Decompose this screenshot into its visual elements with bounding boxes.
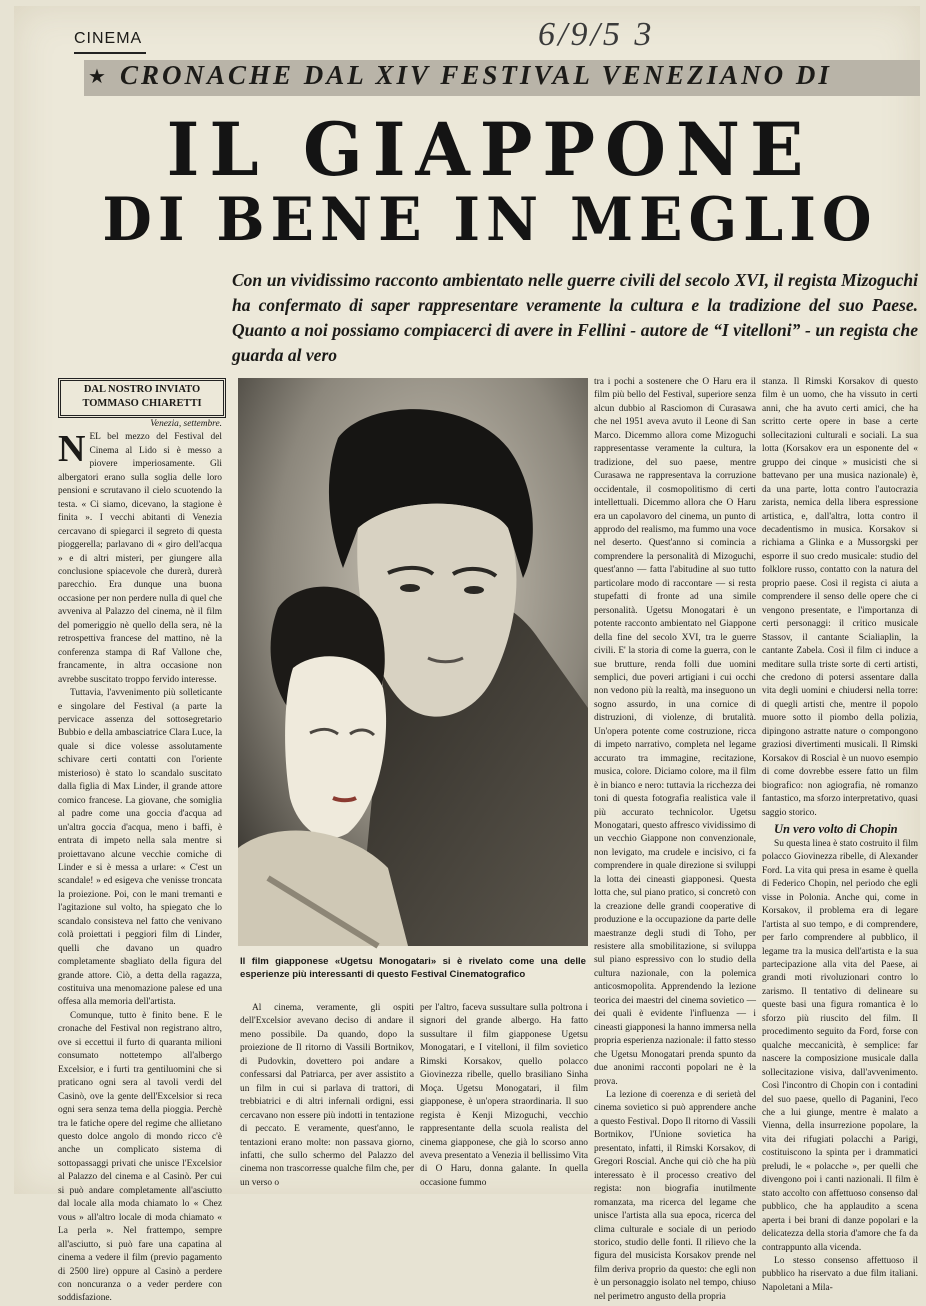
star-icon: ★ [88,66,106,88]
section-tag: CINEMA [74,30,143,47]
column-2-lower-left [240,1002,414,1198]
column-1-paragraph: EL bel mezzo del Festival del Cinema al Lido si è messo a piovere imperiosamente. Gli albergatori erano sulla soglia delle loro pensioni e scrutavano il cielo scuotendo la testa. « Ci siamo, dicevano, la stagione è finita ». I vecchi abitanti di Venezia cercavano di spiegarci il segreto di questa pioggerella; parlavano di « giro dell'acqua » e di altri misteri, per giungere alla conclusione spiacevole che durerà, durerà parecchio. Era dunque una buona occasione per non perdere nulla di quel che avveniva al Palazzo del cinema, nè il film del pomeriggio nè quello della sera, nè la retrospettiva francese del mattino, nè la conferenza stampa di Raf Vallone che, francamente, in altra occasione non avrebbe suscitato troppo fervido interesse. [58,432,222,685]
headline-line-1: IL GIAPPONE [166,105,814,194]
dateline: Venezia, settembre. [150,419,222,429]
column-3 [594,376,756,1302]
section-subtitle: Un vero volto di Chopin [774,821,898,836]
column-4-paragraph: stanza. Il Rimski Korsakov di questo film è un uomo, che ha vissuto in certi anni, che ha avuto certi amici, che ha scritto certe opere in base a certe sollecitazioni culturali e sociali. La sua lotta (Korsakov era un esponente del « gruppo dei cinque » musicisti che si battevano per una musica nazionale) è, da una parte, lotta contro l'autocrazia zarista, nemica della libera espressione artistica, e, dall'altra, lotta contro il decadentismo in musica. Korsakov si richiama a Glinka e a Mussorgski per esporre il suo credo musicale: studio del folklore russo, contatto con la natura del proprio paese. Così il regista ci aiuta a comprendere il senso delle opere che ci vengono presentate, e l'importanza di certi personaggi: il critico musicale Stassov, il cantante Scialiaplin, la cantante Zabela. Così il film ci induce a meditare sulla triste sorte di certi artisti, che credono di potersi assentare dalla vita degli uomini e chiudersi nella torre: di quegli artisti che, mentre il popolo muore sotto il piombo della polizia, dipingono astratte nature o compongono graziosi divertimenti musicali. Il Rimski Korsakov di Roscial è un nuovo esempio di come dovrebbe essere fatto un film biografico: non agiografia, nè romanzo fantastico, ma sforzo interpretativo, quasi saggio storico. [762,377,918,818]
column-2-paragraph: Al cinema, veramente, gli ospiti dell'Excelsior avevano deciso di andare il meno possibile. Da quando, dopo la proiezione de Il ritorno di Vassili Bortnikov, di Pudovkin, dovettero poi andare a confessarsi dal Patriarca, per aver assistito a un film in cui si parlava di trattori, di trebbiatrici e di altri infernali ordigni, essi cercavano non essere più indotti in tentazione di peccato. E veramente, quest'anno, le tentazioni erano molte: non passava giorno, infatti, che sullo schermo del Palazzo del cinema non trascorresse qualche film che, per un verso o [240,1003,414,1188]
column-1-paragraph: Comunque, tutto è finito bene. E le cronache del Festival non registrano altro, ove si eccettui il furto di quaranta milioni consumato nottetempo all'albergo Excelsior, e i furti tra gentiluomini che si praticano ogni sera al tavoli verdi del Casinò, ove la gente dell'Excelsior si reca ogni sera senza tema della pioggia. Perchè tra le fatiche opere del regime che allietano questo dolce angolo di mondo ricco c'è anche un complicato sistema di sottopassaggi privati che unisce l'Excelsior al Palazzo del cinema e al Casinò. Per cui si può andare completamente all'asciutto dal locale alla moda chiamato lo « Chez vous » all'altro locale di moda chiamato « La perla ». Nel frattempo, sempre all'asciutto, si può fare una capatina al cinema a vedere il film (previo pagamento di 2500 lire) oppure al Casinò a perdere con noncuranza o a veder perdere con soddisfazione. [58,1010,222,1304]
headline-line-2: DI BENE IN MEGLIO [102,184,878,255]
column-1-paragraph: Tuttavia, l'avvenimento più solleticante e singolare del Festival (a parte la pervicace assenza del sottosegretario Bubbio e della ambasciatrice Clara Luce, la quale si dice volesse assolutamente schivare certi contatti con l'oriente misterioso) è stato lo scandalo suscitato dalla figlia di Max Linder, il grande attore comico francese. La giovane, che somiglia al padre come una goccia d'acqua ad un'altra goccia d'acqua, meno i baffi, è entrata di impeto nella sala mentre si proiettavano alcune vecchie comiche di Linder e si è messa a urlare: « C'est un scandale! » ed esigeva che venisse troncata la proiezione. Poi, con le mani tremanti e l'agitazione sul volto, ha spiegato che lo scandalo consisteva nel fatto che venivano colà proiettati i peggiori film di Linder, quelli che davano un quadro completamente sbagliato della figura del grande attore. Ciò, a detta della ragazza, costituiva una menomazione palese ed una offesa alla memoria dell'artista. [58,688,222,1008]
column-3-paragraph: La lezione di coerenza e di serietà del cinema sovietico si può apprendere anche a questo Festival. Dopo Il ritorno di Vassili Bortnikov, l'Unione sovietica ha presentato, infatti, il Rimski Korsakov, di Gregori Roscial. Anche qui ciò che ha più interessato è il processo creativo del regista: non biografia inutilmente romanzata, ma ricerca del legame che unisce l'artista alla sua epoca, ricerca del clima culturale e sociale di un periodo storico, studio delle fonti. Il rilievo che la figura del musicista Korsakov prende nel film deriva proprio da questo: che egli non è un personaggio isolato nel tempo, chiuso nel perimetro angusto della propria [594,1090,756,1302]
column-2-paragraph: per l'altro, faceva sussultare sulla poltrona i signori del grande albergo. Ha fatto sussultare il film giapponese Ugetsu Monogatari, e I vitelloni, il film sovietico Rimski Korsakov, quello polacco Giovinezza ribelle, quello brasiliano Sinha Moça. Ugetsu Monogatari, il film giapponese, è un'opera straordinaria. Il suo regista è Kenji Mizoguchi, vecchio rappresentante della scuola realista del cinema giapponese, che già lo scorso anno aveva presentato a Venezia il bellissimo Vita di O Haru, donna galante. In quella occasione fummo [420,1003,588,1188]
handwritten-date: 6/9/5 3 [538,16,655,53]
column-4 [762,376,918,1293]
film-still-photo [238,378,588,946]
byline-box [58,378,226,418]
column-1 [58,418,222,1304]
byline-line-1: DAL NOSTRO INVIATO [83,384,201,395]
column-4-paragraph: Lo stesso consenso affettuoso il pubblico ha riservato a due film italiani. Napoletani a Mila- [762,1256,918,1293]
column-4-paragraph: Su questa linea è stato costruito il film polacco Giovinezza ribelle, di Alexander Ford. La vita qui presa in esame è quella di Federico Chopin, nel periodo che egli visse in Polonia. Anche qui, come in Korsakov, il problema era di legare l'artista al suo tempo, e di comprendere, per farlo comprendere al pubblico, il legame tra la musica dell'artista e la sua partecipazione alla vita del Paese, ai grandi moti rivoluzionari contro lo zarismo. Il tentativo di delineare su queste basi una figura romantica è lo sforzo più riuscito del film. Il procedimento seguito da Ford, forse con qualche meccanicità, è semplice: far nascere la composizione musicale dalla sollecitazione visiva, dall'avvenimento. Così l'incontro di Chopin con i contadini del suo paese, quello di Paganini, l'eco che a lui giunge, mentre è malato a Vienna, della insurrezione popolare, la vita dei rifugiati polacchi a Parigi, costituiscono la spinta per i drammatici preludi, le « polacche », per quelli che divengono poi i canti nazionali. Il film è stato accolto con affettuoso consenso dal pubblico, che ha applaudito a scena aperta i bei brani di danze popolari e la delicatezza della storia d'amore che fa da contrappunto alla vicenda. [762,838,918,1253]
byline-author: TOMMASO CHIARETTI [82,398,202,409]
photo-caption: Il film giapponese «Ugetsu Monogatari» si è rivelato come una delle esperienze più interessanti di questo Festival Cinematografico [240,956,586,980]
film-still-illustration [238,378,588,946]
subheadline: Con un vividissimo racconto ambientato nelle guerre civili del secolo XVI, il regista Mizoguchi ha confermato di saper rappresentare veramente la cultura e la tradizione del suo Paese. Quanto a noi possiamo compiacerci di avere in Fellini - autore de “I vitelloni” - un regista che guarda al vero [232,270,918,365]
drop-cap: N [58,428,86,471]
section-rule [74,52,146,54]
kicker: CRONACHE DAL XIV FESTIVAL VENEZIANO DI [120,60,832,90]
column-3-paragraph: tra i pochi a sostenere che O Haru era il film più bello del Festival, superiore senza alcun dubbio al Rasciomon di Curasawa che nel 1951 aveva avuto il Leone di San Marco. Dicemmo allora come Mizoguchi rappresentasse veramente la cultura, la tradizione, del suo paese, mentre Curasawa ne rappresentava la corruzione occidentale, il cosmopolitismo di certi intellettuali. Dicemmo allora che O Haru era un capolavoro del cinema, un punto di approdo del realismo, ma fummo una voce nel deserto. Quest'anno si comincia a comprendere la personalità di Mizoguchi, quest'anno — fatta l'abitudine al suo tutto particolare modo di raccontare — si resta stupefatti di fronte ad una simile personalità. Ugetsu Monogatari è un potente racconto ambientato nel Giappone della fine del secolo XVI, tra le guerre civili. E' la storia di come la guerra, con le sue brutture, renda folli due uomini semplici, due poveri artigiani i cui occhi non vedono più la realtà, ma inseguono un sogno assurdo, in una cornice di distruzioni, di violenze, di brutalità. Un'opera potente come costruzione, ricca di impeto narrativo, completa nel legame accurato tra immagine, recitazione, musica, colore. Diciamo colore, ma il film è in bianco e nero: tuttavia la ricchezza dei toni di questa fotografia realistica vale il più accurato technicolor. Ugetsu Monogatari, questo affresco vividissimo di un vecchio Giappone non convenzionale, non levigato, ma crudele e incisivo, ci fa comprendere in quale direzione si sviluppi la lotta dei cineasti giapponesi. Questa lotta che, sul piano pratico, si concretò con la creazione delle grandi cooperative di produzione e la occupazione da parte delle maestranze degli studi di Toho, per resistere alla smobilitazione, si sviluppa sul piano espressivo con lo studio della cultura nazionale, con la polemica anticosmopolita. Apprendendo la lezione teorica dei maestri del cinema sovietico — dei quali è evidente l'influenza — i cineasti giapponesi la hanno immersa nella propria esperienza nazionale: il fatto stesso che Ugetsu Monogatari prenda spunto da due anonimi racconti popolari ne è la prova. [594,377,756,1087]
column-2-lower-right [420,1002,588,1198]
